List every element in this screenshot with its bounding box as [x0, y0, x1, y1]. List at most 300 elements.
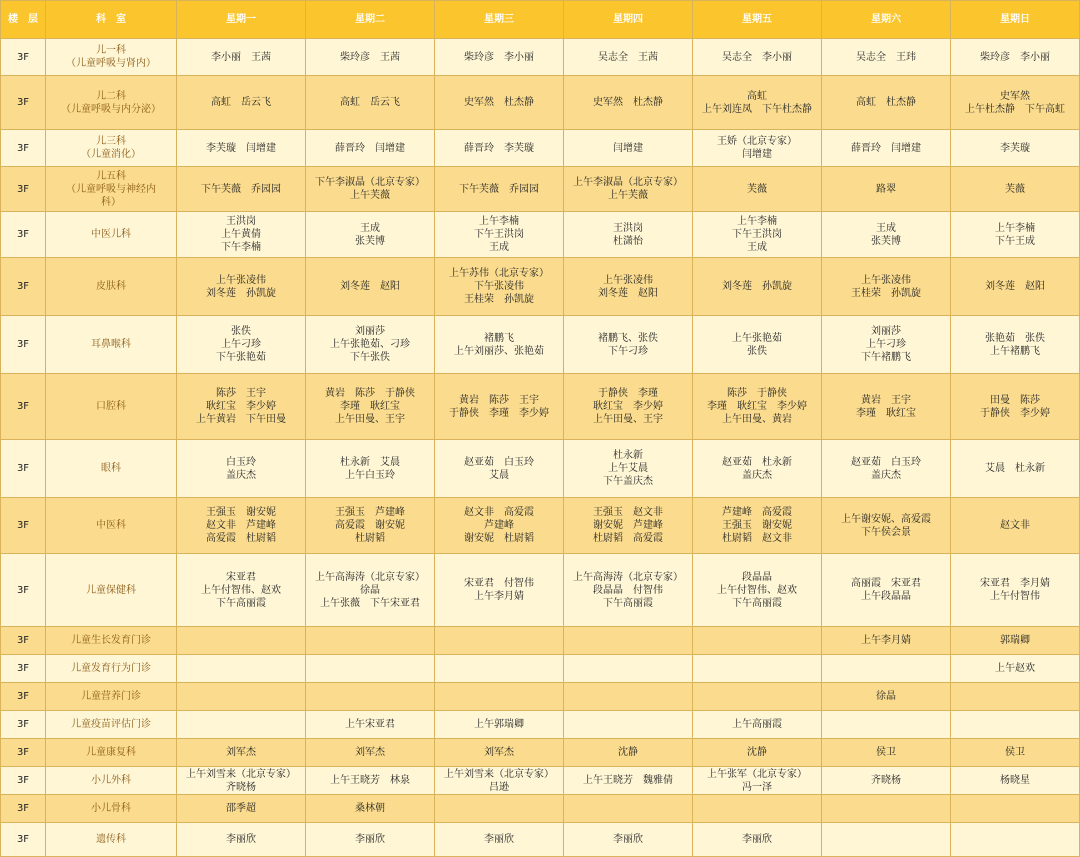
doctor-line: 上午张凌伟 — [216, 274, 266, 286]
schedule-cell-tuesday — [306, 316, 435, 374]
doctor-line: 上午田曼、黄岩 — [722, 414, 792, 425]
doctor-line: 上午芙薇 — [608, 190, 648, 201]
doctor-line: 吴志全 李小丽 — [722, 51, 792, 63]
doctor-line: 褚鹏飞 — [484, 332, 514, 344]
doctor-line: 上午付智伟 — [990, 591, 1040, 602]
schedule-cell-thursday — [564, 767, 693, 795]
doctor-line: 赵文非 芦建峰 — [206, 520, 276, 531]
doctor-line: 芙薇 — [747, 183, 767, 195]
doctor-line: 下午侯会景 — [861, 526, 911, 538]
doctor-line: 徐晶 — [876, 691, 896, 702]
doctor-line: 张艳茹 张佚 — [985, 332, 1045, 344]
table-row — [1, 823, 1080, 857]
doctor-line: 上午张凌伟 — [603, 274, 653, 286]
schedule-cell-thursday — [564, 554, 693, 627]
schedule-cell-saturday — [822, 212, 951, 258]
doctor-line: 王娇（北京专家） — [717, 136, 797, 147]
schedule-cell-thursday — [564, 258, 693, 316]
schedule-cell-sunday — [951, 498, 1080, 554]
doctor-line: 史军然 杜杰静 — [464, 97, 534, 108]
doctor-line: 田曼 陈莎 — [990, 394, 1040, 406]
schedule-cell-thursday — [564, 374, 693, 440]
doctor-line: 下午王洪岗 — [732, 229, 782, 240]
schedule-cell-friday — [693, 711, 822, 739]
schedule-cell-tuesday — [306, 258, 435, 316]
doctor-line: 柴玲彦 李小丽 — [980, 51, 1050, 63]
table-row — [1, 795, 1080, 823]
doctor-line: 耿红宝 李少婷 — [593, 401, 663, 412]
schedule-cell-friday — [693, 212, 822, 258]
doctor-line: 上午李月婧 — [861, 635, 911, 646]
floor-cell: 3F — [1, 130, 46, 167]
floor-cell: 3F — [1, 554, 46, 627]
header-sunday: 星期日 — [951, 1, 1080, 39]
schedule-cell-thursday — [564, 498, 693, 554]
doctor-line: 上午王晓芳 林泉 — [330, 775, 410, 786]
doctor-line: 王洪岗 — [226, 216, 256, 227]
doctor-line: 段晶晶 — [742, 571, 772, 583]
table-row — [1, 683, 1080, 711]
doctor-line: 上午张薇 下午宋亚君 — [320, 597, 420, 609]
schedule-cell-friday — [693, 440, 822, 498]
schedule-cell-monday — [177, 554, 306, 627]
floor-cell: 3F — [1, 167, 46, 212]
header-tuesday: 星期二 — [306, 1, 435, 39]
floor-cell: 3F — [1, 823, 46, 857]
schedule-cell-tuesday — [306, 823, 435, 857]
doctor-line: 张芙博 — [871, 235, 901, 247]
doctor-line: 耿红宝 李少婷 — [206, 401, 276, 412]
doctor-line: 黄岩 王宇 — [861, 394, 911, 406]
schedule-cell-sunday — [951, 655, 1080, 683]
doctor-line: 高丽霞 宋亚君 — [851, 578, 921, 589]
header-wednesday: 星期三 — [435, 1, 564, 39]
doctor-line: 上午刘连凤 下午杜杰静 — [702, 103, 812, 115]
schedule-cell-tuesday — [306, 167, 435, 212]
department-name-line: 儿童康复科 — [86, 747, 136, 758]
schedule-cell-sunday — [951, 554, 1080, 627]
schedule-cell-thursday — [564, 316, 693, 374]
schedule-cell-monday — [177, 498, 306, 554]
schedule-cell-sunday — [951, 767, 1080, 795]
doctor-line: 李丽欣 — [355, 834, 385, 845]
schedule-cell-wednesday — [435, 795, 564, 823]
doctor-line: 杜尉韬 高爱霞 — [593, 533, 663, 544]
schedule-cell-monday — [177, 167, 306, 212]
doctor-line: 吴志全 王玮 — [856, 51, 916, 63]
doctor-line: 上午艾晨 — [608, 463, 648, 474]
department-name-line: （儿童呼吸与内分泌） — [61, 103, 161, 115]
table-row — [1, 498, 1080, 554]
doctor-line: 下午李淑晶（北京专家） — [315, 177, 425, 188]
doctor-line: 王洪岗 — [613, 222, 643, 234]
schedule-cell-sunday — [951, 167, 1080, 212]
schedule-cell-sunday — [951, 130, 1080, 167]
department-cell — [46, 130, 177, 167]
schedule-cell-wednesday — [435, 39, 564, 76]
doctor-line: 下午褚鹏飞 — [861, 352, 911, 363]
doctor-line: 艾晨 — [489, 469, 509, 481]
doctor-line: 张佚 — [747, 345, 767, 357]
doctor-line: 王成 — [876, 222, 896, 234]
schedule-cell-tuesday — [306, 76, 435, 130]
doctor-line: 李丽欣 — [226, 834, 256, 845]
floor-cell: 3F — [1, 739, 46, 767]
header-saturday: 星期六 — [822, 1, 951, 39]
department-cell — [46, 374, 177, 440]
schedule-cell-wednesday — [435, 655, 564, 683]
department-name-line: （儿童呼吸与神经内 — [66, 183, 156, 195]
doctor-line: 上午谢安妮、高爱霞 — [841, 513, 931, 525]
schedule-cell-monday — [177, 767, 306, 795]
doctor-line: 下午张艳茹 — [216, 352, 266, 363]
department-name-line: 中医科 — [96, 520, 126, 531]
floor-cell: 3F — [1, 258, 46, 316]
schedule-cell-wednesday — [435, 167, 564, 212]
schedule-cell-wednesday — [435, 440, 564, 498]
doctor-line: 郭瑞卿 — [1000, 635, 1030, 646]
doctor-line: 盖庆杰 — [226, 469, 256, 481]
schedule-cell-sunday — [951, 823, 1080, 857]
doctor-line: 高爱霞 谢安妮 — [335, 520, 405, 531]
department-name-line: 眼科 — [101, 463, 121, 474]
doctor-line: 上午高海涛（北京专家） — [573, 571, 683, 583]
doctor-line: 柴玲彦 李小丽 — [464, 51, 534, 63]
doctor-line: 吕逊 — [489, 781, 509, 793]
doctor-line: 薛晋玲 闫增建 — [335, 142, 405, 154]
doctor-line: 李瑾 耿红宝 — [340, 401, 400, 412]
schedule-header — [1, 1, 1080, 39]
doctor-line: 薛晋玲 李芙璇 — [464, 142, 534, 154]
table-row — [1, 739, 1080, 767]
doctor-line: 刘军杰 — [226, 747, 256, 758]
doctor-line: 芙薇 — [1005, 183, 1025, 195]
doctor-line: 下午高丽霞 — [603, 597, 653, 609]
doctor-line: 王成 — [489, 242, 509, 253]
schedule-cell-friday — [693, 627, 822, 655]
doctor-line: 上午王晓芳 魏雅倩 — [583, 775, 673, 786]
schedule-cell-sunday — [951, 316, 1080, 374]
floor-cell: 3F — [1, 683, 46, 711]
floor-cell: 3F — [1, 498, 46, 554]
doctor-line: 下午张凌伟 — [474, 281, 524, 292]
floor-cell: 3F — [1, 374, 46, 440]
table-row — [1, 374, 1080, 440]
doctor-line: 白玉玲 — [226, 456, 256, 468]
department-name-line: 儿童疫苗评估门诊 — [71, 719, 151, 730]
schedule-cell-thursday — [564, 130, 693, 167]
doctor-line: 上午张军（北京专家） — [707, 768, 807, 780]
doctor-line: 薛晋玲 闫增建 — [851, 142, 921, 154]
table-row — [1, 76, 1080, 130]
department-name-line: 小儿骨科 — [91, 803, 131, 814]
doctor-line: 李丽欣 — [613, 834, 643, 845]
doctor-line: 刘丽莎 — [355, 326, 385, 337]
doctor-line: 宋亚君 付智伟 — [464, 578, 534, 589]
floor-cell: 3F — [1, 316, 46, 374]
schedule-cell-saturday — [822, 554, 951, 627]
schedule-cell-friday — [693, 167, 822, 212]
schedule-cell-wednesday — [435, 316, 564, 374]
department-cell — [46, 258, 177, 316]
doctor-line: 高虹 岳云飞 — [340, 97, 400, 108]
schedule-cell-monday — [177, 76, 306, 130]
schedule-cell-sunday — [951, 440, 1080, 498]
schedule-cell-thursday — [564, 711, 693, 739]
doctor-line: 上午苏伟（北京专家） — [449, 268, 549, 279]
department-cell — [46, 498, 177, 554]
schedule-cell-thursday — [564, 627, 693, 655]
table-row — [1, 711, 1080, 739]
doctor-line: 下午高丽霞 — [216, 597, 266, 609]
table-row — [1, 212, 1080, 258]
schedule-cell-saturday — [822, 627, 951, 655]
schedule-cell-thursday — [564, 76, 693, 130]
schedule-cell-saturday — [822, 167, 951, 212]
doctor-line: 徐晶 — [360, 584, 380, 596]
doctor-line: 史军然 杜杰静 — [593, 97, 663, 108]
doctor-line: 下午高丽霞 — [732, 597, 782, 609]
table-row — [1, 130, 1080, 167]
schedule-cell-monday — [177, 440, 306, 498]
doctor-line: 陈莎 王宇 — [216, 388, 266, 399]
doctor-line: 杨晓星 — [1000, 775, 1030, 786]
department-cell — [46, 167, 177, 212]
doctor-line: 高虹 — [747, 90, 767, 102]
schedule-cell-wednesday — [435, 212, 564, 258]
table-row — [1, 258, 1080, 316]
table-row — [1, 554, 1080, 627]
schedule-cell-friday — [693, 554, 822, 627]
schedule-cell-sunday — [951, 76, 1080, 130]
doctor-line: 上午刘雪来（北京专家） — [444, 768, 554, 780]
doctor-line: 于静侠 李少婷 — [980, 407, 1050, 419]
schedule-cell-sunday — [951, 374, 1080, 440]
header-department: 科 室 — [46, 1, 177, 39]
doctor-line: 杜尉韬 赵文非 — [722, 533, 792, 544]
schedule-cell-friday — [693, 374, 822, 440]
doctor-line: 刘冬莲 孙凯旋 — [722, 281, 792, 292]
department-cell — [46, 739, 177, 767]
schedule-cell-tuesday — [306, 554, 435, 627]
doctor-line: 张佚 — [231, 326, 251, 337]
doctor-line: 齐晓杨 — [871, 775, 901, 786]
schedule-cell-thursday — [564, 795, 693, 823]
schedule-cell-wednesday — [435, 76, 564, 130]
schedule-cell-sunday — [951, 683, 1080, 711]
schedule-cell-monday — [177, 655, 306, 683]
department-name-line: 口腔科 — [96, 401, 126, 412]
schedule-cell-wednesday — [435, 627, 564, 655]
doctor-line: 刘冬莲 赵阳 — [985, 281, 1045, 292]
schedule-cell-saturday — [822, 711, 951, 739]
department-name-line: 儿童生长发育门诊 — [71, 635, 151, 646]
department-cell — [46, 316, 177, 374]
doctor-line: 侯卫 — [876, 747, 896, 758]
schedule-cell-friday — [693, 823, 822, 857]
doctor-line: 李丽欣 — [484, 834, 514, 845]
doctor-line: 高爱霞 杜尉韬 — [206, 533, 276, 544]
doctor-line: 杜永新 艾晨 — [340, 456, 400, 468]
schedule-cell-monday — [177, 212, 306, 258]
doctor-line: 杜尉韬 — [355, 533, 385, 544]
schedule-cell-saturday — [822, 39, 951, 76]
doctor-line: 段晶晶 付智伟 — [593, 584, 663, 596]
doctor-line: 高虹 杜杰静 — [856, 97, 916, 108]
doctor-line: 下午芙薇 乔园园 — [459, 183, 539, 195]
floor-cell: 3F — [1, 440, 46, 498]
schedule-cell-monday — [177, 374, 306, 440]
doctor-line: 高虹 岳云飞 — [211, 97, 271, 108]
schedule-cell-wednesday — [435, 374, 564, 440]
floor-cell: 3F — [1, 212, 46, 258]
doctor-line: 下午张佚 — [350, 352, 390, 363]
doctor-line: 上午刘雪来（北京专家） — [186, 768, 296, 780]
doctor-line: 芦建峰 高爱霞 — [722, 507, 792, 518]
schedule-cell-wednesday — [435, 683, 564, 711]
department-name-line: （儿童消化） — [81, 149, 141, 160]
schedule-cell-monday — [177, 627, 306, 655]
schedule-cell-saturday — [822, 76, 951, 130]
schedule-cell-monday — [177, 39, 306, 76]
schedule-cell-tuesday — [306, 627, 435, 655]
doctor-line: 盖庆杰 — [742, 469, 772, 481]
schedule-cell-sunday — [951, 627, 1080, 655]
table-row — [1, 627, 1080, 655]
schedule-cell-wednesday — [435, 767, 564, 795]
department-name-line: 儿一科 — [96, 45, 126, 56]
floor-cell: 3F — [1, 711, 46, 739]
doctor-line: 下午王成 — [995, 235, 1035, 247]
doctor-line: 于静侠 李瑾 李少婷 — [449, 407, 549, 419]
doctor-line: 闫增建 — [742, 149, 772, 160]
schedule-cell-wednesday — [435, 739, 564, 767]
doctor-line: 上午李楠 — [479, 216, 519, 227]
department-name-line: 小儿外科 — [91, 775, 131, 786]
doctor-line: 桑林朝 — [355, 803, 385, 814]
doctor-line: 杜永新 — [613, 450, 643, 461]
table-row — [1, 767, 1080, 795]
doctor-line: 上午赵欢 — [995, 663, 1035, 674]
doctor-line: 杜潇怡 — [613, 235, 643, 247]
doctor-line: 李芙璇 — [1000, 142, 1030, 154]
schedule-cell-thursday — [564, 39, 693, 76]
doctor-line: 上午付智伟、赵欢 — [717, 584, 797, 596]
header-monday: 星期一 — [177, 1, 306, 39]
doctor-line: 下午芙薇 乔园园 — [201, 183, 281, 195]
schedule-cell-tuesday — [306, 683, 435, 711]
table-row — [1, 167, 1080, 212]
department-cell — [46, 711, 177, 739]
doctor-line: 王桂荣 孙凯旋 — [464, 294, 534, 305]
doctor-line: 下午李楠 — [221, 242, 261, 253]
schedule-cell-saturday — [822, 258, 951, 316]
schedule-cell-tuesday — [306, 39, 435, 76]
floor-cell: 3F — [1, 795, 46, 823]
schedule-cell-friday — [693, 795, 822, 823]
schedule-cell-thursday — [564, 739, 693, 767]
header-thursday: 星期四 — [564, 1, 693, 39]
schedule-cell-sunday — [951, 258, 1080, 316]
doctor-line: 上午田曼、王宇 — [335, 414, 405, 425]
department-cell — [46, 683, 177, 711]
doctor-line: 史军然 — [1000, 90, 1030, 102]
department-cell — [46, 440, 177, 498]
schedule-cell-monday — [177, 316, 306, 374]
schedule-cell-thursday — [564, 823, 693, 857]
doctor-line: 上午郭瑞卿 — [474, 719, 524, 730]
schedule-cell-monday — [177, 795, 306, 823]
doctor-line: 上午高丽霞 — [732, 719, 782, 730]
doctor-line: 艾晨 杜永新 — [985, 463, 1045, 474]
department-cell — [46, 795, 177, 823]
schedule-cell-friday — [693, 258, 822, 316]
doctor-line: 李芙璇 闫增建 — [206, 142, 276, 154]
doctor-line: 李小丽 王茜 — [211, 51, 271, 63]
department-name-line: 儿童发育行为门诊 — [71, 663, 151, 674]
doctor-line: 冯一泽 — [742, 781, 772, 793]
schedule-cell-friday — [693, 739, 822, 767]
schedule-cell-wednesday — [435, 258, 564, 316]
doctor-line: 于静侠 李瑾 — [598, 388, 658, 399]
doctor-line: 上午白玉玲 — [345, 469, 395, 481]
schedule-cell-wednesday — [435, 554, 564, 627]
doctor-line: 谢安妮 芦建峰 — [593, 520, 663, 531]
header-floor: 楼 层 — [1, 1, 46, 39]
schedule-cell-monday — [177, 739, 306, 767]
doctor-line: 刘冬莲 赵阳 — [340, 281, 400, 292]
schedule-cell-wednesday — [435, 130, 564, 167]
doctor-line: 上午刘丽莎、张艳茹 — [454, 345, 544, 357]
floor-cell: 3F — [1, 627, 46, 655]
department-name-line: 儿童保健科 — [86, 584, 136, 596]
doctor-line: 路翠 — [876, 183, 896, 195]
doctor-line: 刘冬莲 赵阳 — [598, 287, 658, 299]
schedule-cell-thursday — [564, 683, 693, 711]
schedule-cell-monday — [177, 130, 306, 167]
schedule-cell-tuesday — [306, 212, 435, 258]
schedule-cell-friday — [693, 498, 822, 554]
doctor-line: 闫增建 — [613, 142, 643, 154]
schedule-cell-thursday — [564, 212, 693, 258]
table-row — [1, 39, 1080, 76]
doctor-line: 王强玉 芦建峰 — [335, 507, 405, 518]
doctor-line: 赵亚茹 白玉玲 — [851, 456, 921, 468]
department-name-line: 儿三科 — [96, 136, 126, 147]
department-name-line: 儿二科 — [96, 90, 126, 102]
header-row — [1, 1, 1080, 39]
doctor-line: 李丽欣 — [742, 834, 772, 845]
doctor-line: 邵季超 — [226, 803, 256, 814]
table-row — [1, 655, 1080, 683]
doctor-line: 上午芙薇 — [350, 190, 390, 201]
schedule-cell-saturday — [822, 498, 951, 554]
doctor-line: 王强玉 赵文非 — [593, 507, 663, 518]
schedule-cell-monday — [177, 711, 306, 739]
doctor-line: 上午宋亚君 — [345, 719, 395, 730]
doctor-line: 下午刁珍 — [608, 345, 648, 357]
department-cell — [46, 627, 177, 655]
floor-cell: 3F — [1, 76, 46, 130]
floor-cell: 3F — [1, 39, 46, 76]
doctor-line: 刘军杰 — [355, 747, 385, 758]
schedule-cell-saturday — [822, 655, 951, 683]
doctor-line: 赵文非 高爱霞 — [464, 507, 534, 518]
department-cell — [46, 212, 177, 258]
doctor-line: 陈莎 于静侠 — [727, 388, 787, 399]
department-name-line: 遗传科 — [96, 834, 126, 845]
schedule-cell-friday — [693, 76, 822, 130]
